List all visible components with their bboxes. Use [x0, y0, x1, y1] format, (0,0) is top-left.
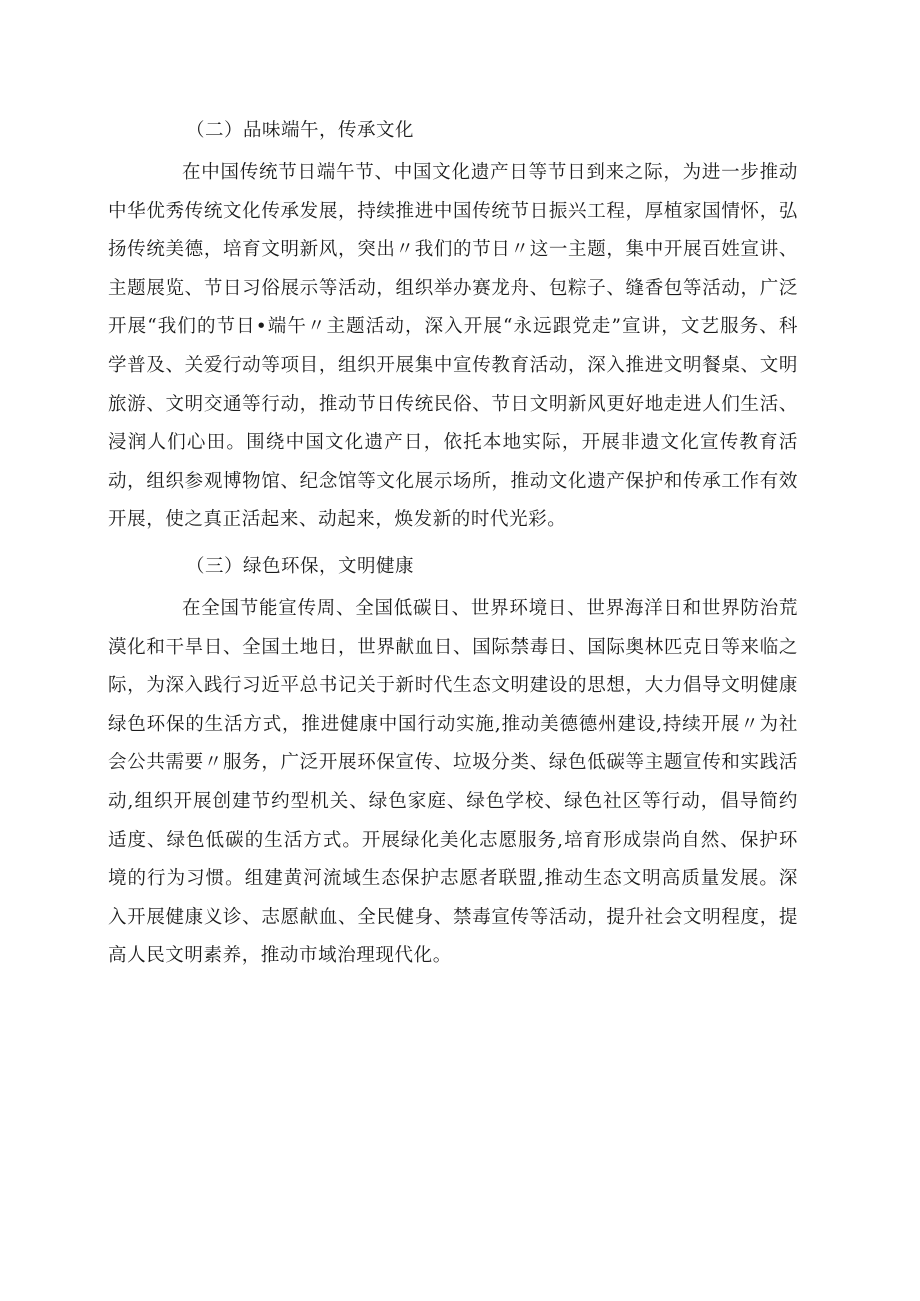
section-paragraph-2: 在中国传统节日端午节、中国文化遗产日等节日到来之际，为进一步推动中华优秀传统文化传承发展，持续推进中国传统节日振兴工程，厚植家国情怀，弘扬传统美德，培育文明新风，突出〃我们的节日〃这一主题，集中开展百姓宣讲、主题展览、节日习俗展示等活动，组织举办赛龙舟、包粽子、缝香包等活动，广泛开展“我们的节日•端午〃主题活动，深入开展“永远跟党走”宣讲，文艺服务、科学普及、关爱行动等项目，组织开展集中宣传教育活动，深入推进文明餐桌、文明旅游、文明交通等行动，推动节日传统民俗、节日文明新风更好地走进人们生活、浸润人们心田。围绕中国文化遗产日，依托本地实际，开展非遗文化宣传教育活动，组织参观博物馆、纪念馆等文化展示场所，推动文化遗产保护和传承工作有效开展，使之真正活起来、动起来，焕发新的时代光彩。 [108, 162, 798, 531]
section-heading-2: （二）品味端午，传承文化 [186, 120, 415, 141]
section-paragraph-3: 在全国节能宣传周、全国低碳日、世界环境日、世界海洋日和世界防治荒漠化和干旱日、全国土地日，世界献血日、国际禁毒日、国际奥林匹克日等来临之际，为深入践行习近平总书记关于新时代生态文明建设的思想，大力倡导文明健康绿色环保的生活方式，推进健康中国行动实施,推动美德德州建设,持续开展〃为社会公共需要〃服务，广泛开展环保宣传、垃圾分类、绿色低碳等主题宣传和实践活动,组织开展创建节约型机关、绿色家庭、绿色学校、绿色社区等行动，倡导简约适度、绿色低碳的生活方式。开展绿化美化志愿服务,培育形成崇尚自然、保护环境的行为习惯。组建黄河流域生态保护志愿者联盟,推动生态文明高质量发展。深入开展健康义诊、志愿献血、全民健身、禁毒宣传等活动，提升社会文明程度，提高人民文明素养，推动市域治理现代化。 [108, 597, 798, 967]
document-body [108, 112, 798, 976]
section-heading-3: （三）绿色环保，文明健康 [186, 555, 415, 577]
spacer [108, 540, 798, 548]
